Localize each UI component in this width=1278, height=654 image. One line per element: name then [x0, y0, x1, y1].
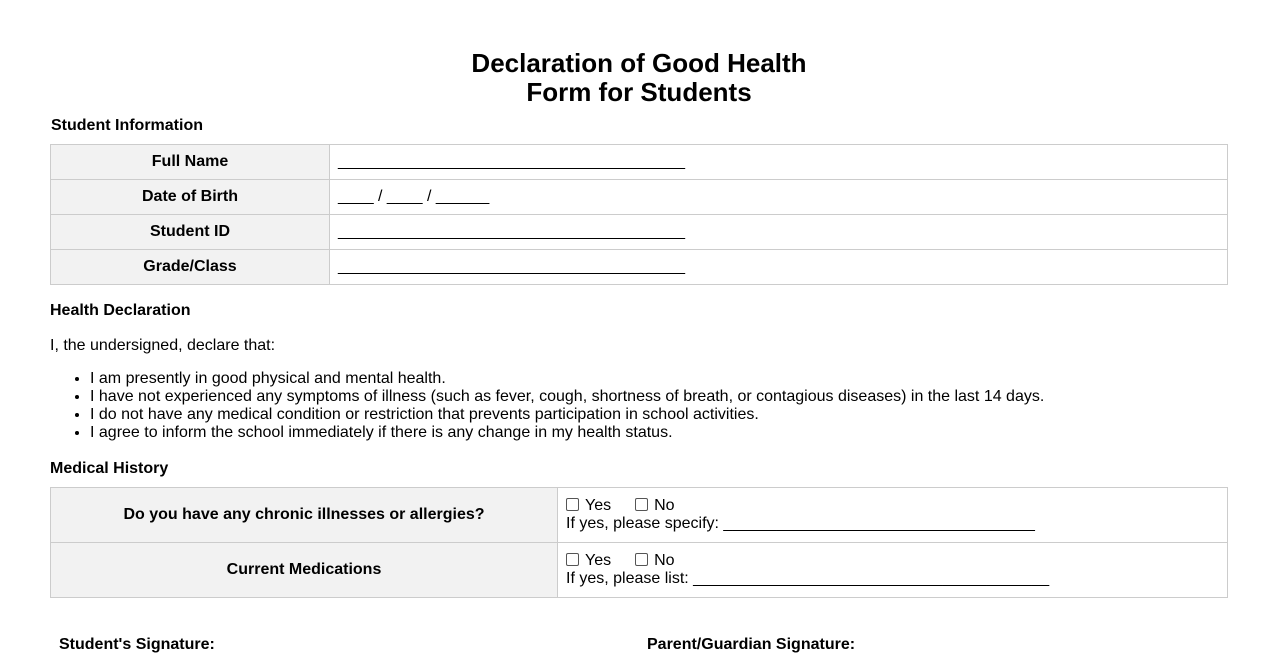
yes-label: Yes: [585, 497, 612, 514]
list-item: • I am presently in good physical and mental health.: [90, 370, 1044, 388]
table-row: [51, 180, 1228, 215]
list-prompt: If yes, please list:: [566, 570, 689, 587]
row-label: Full Name: [51, 145, 330, 180]
no-checkbox[interactable]: [635, 498, 648, 511]
student-info-table: [50, 144, 1228, 285]
student-id-field[interactable]: _______________________________________: [330, 215, 1228, 250]
no-label: No: [654, 497, 675, 514]
full-name-field[interactable]: _______________________________________: [330, 145, 1228, 180]
yes-checkbox[interactable]: [566, 553, 579, 566]
grade-class-field[interactable]: _______________________________________: [330, 250, 1228, 285]
date-of-birth-field[interactable]: ____ / ____ / ______: [330, 180, 1228, 215]
table-row: [51, 215, 1228, 250]
table-row: [51, 250, 1228, 285]
row-label: Student ID: [51, 215, 330, 250]
title-line-1: Declaration of Good Health: [471, 48, 807, 78]
section-heading-health: Health Declaration: [50, 302, 191, 319]
declaration-intro: I, the undersigned, declare that:: [50, 337, 276, 354]
row-label: Grade/Class: [51, 250, 330, 285]
declaration-list: [50, 370, 1044, 442]
specify-field[interactable]: ___________________________________: [723, 515, 1035, 532]
student-signature-label: Student's Signature:: [59, 636, 215, 653]
section-heading-student-info: Student Information: [51, 117, 203, 134]
table-row: [51, 543, 1228, 598]
page-title: [50, 49, 1228, 107]
row-label: Current Medications: [51, 543, 558, 598]
yes-checkbox[interactable]: [566, 498, 579, 511]
specify-prompt: If yes, please specify:: [566, 515, 719, 532]
medical-history-table: [50, 487, 1228, 598]
medications-field[interactable]: ________________________________________: [693, 570, 1050, 587]
parent-signature-label: Parent/Guardian Signature:: [647, 636, 856, 653]
row-label: Date of Birth: [51, 180, 330, 215]
no-label: No: [654, 552, 675, 569]
table-row: [51, 145, 1228, 180]
list-item: • I have not experienced any symptoms of illness (such as fever, cough, shortness of breath, or contagious diseases) in the last 14 days.: [90, 388, 1044, 406]
no-checkbox[interactable]: [635, 553, 648, 566]
table-row: [51, 488, 1228, 543]
list-item: • I agree to inform the school immediately if there is any change in my health status.: [90, 424, 1044, 442]
title-line-2: Form for Students: [526, 77, 752, 107]
row-label: Do you have any chronic illnesses or allergies?: [51, 488, 558, 543]
yes-label: Yes: [585, 552, 612, 569]
section-heading-medical: Medical History: [50, 460, 169, 477]
list-item: • I do not have any medical condition or restriction that prevents participation in school activities.: [90, 406, 1044, 424]
